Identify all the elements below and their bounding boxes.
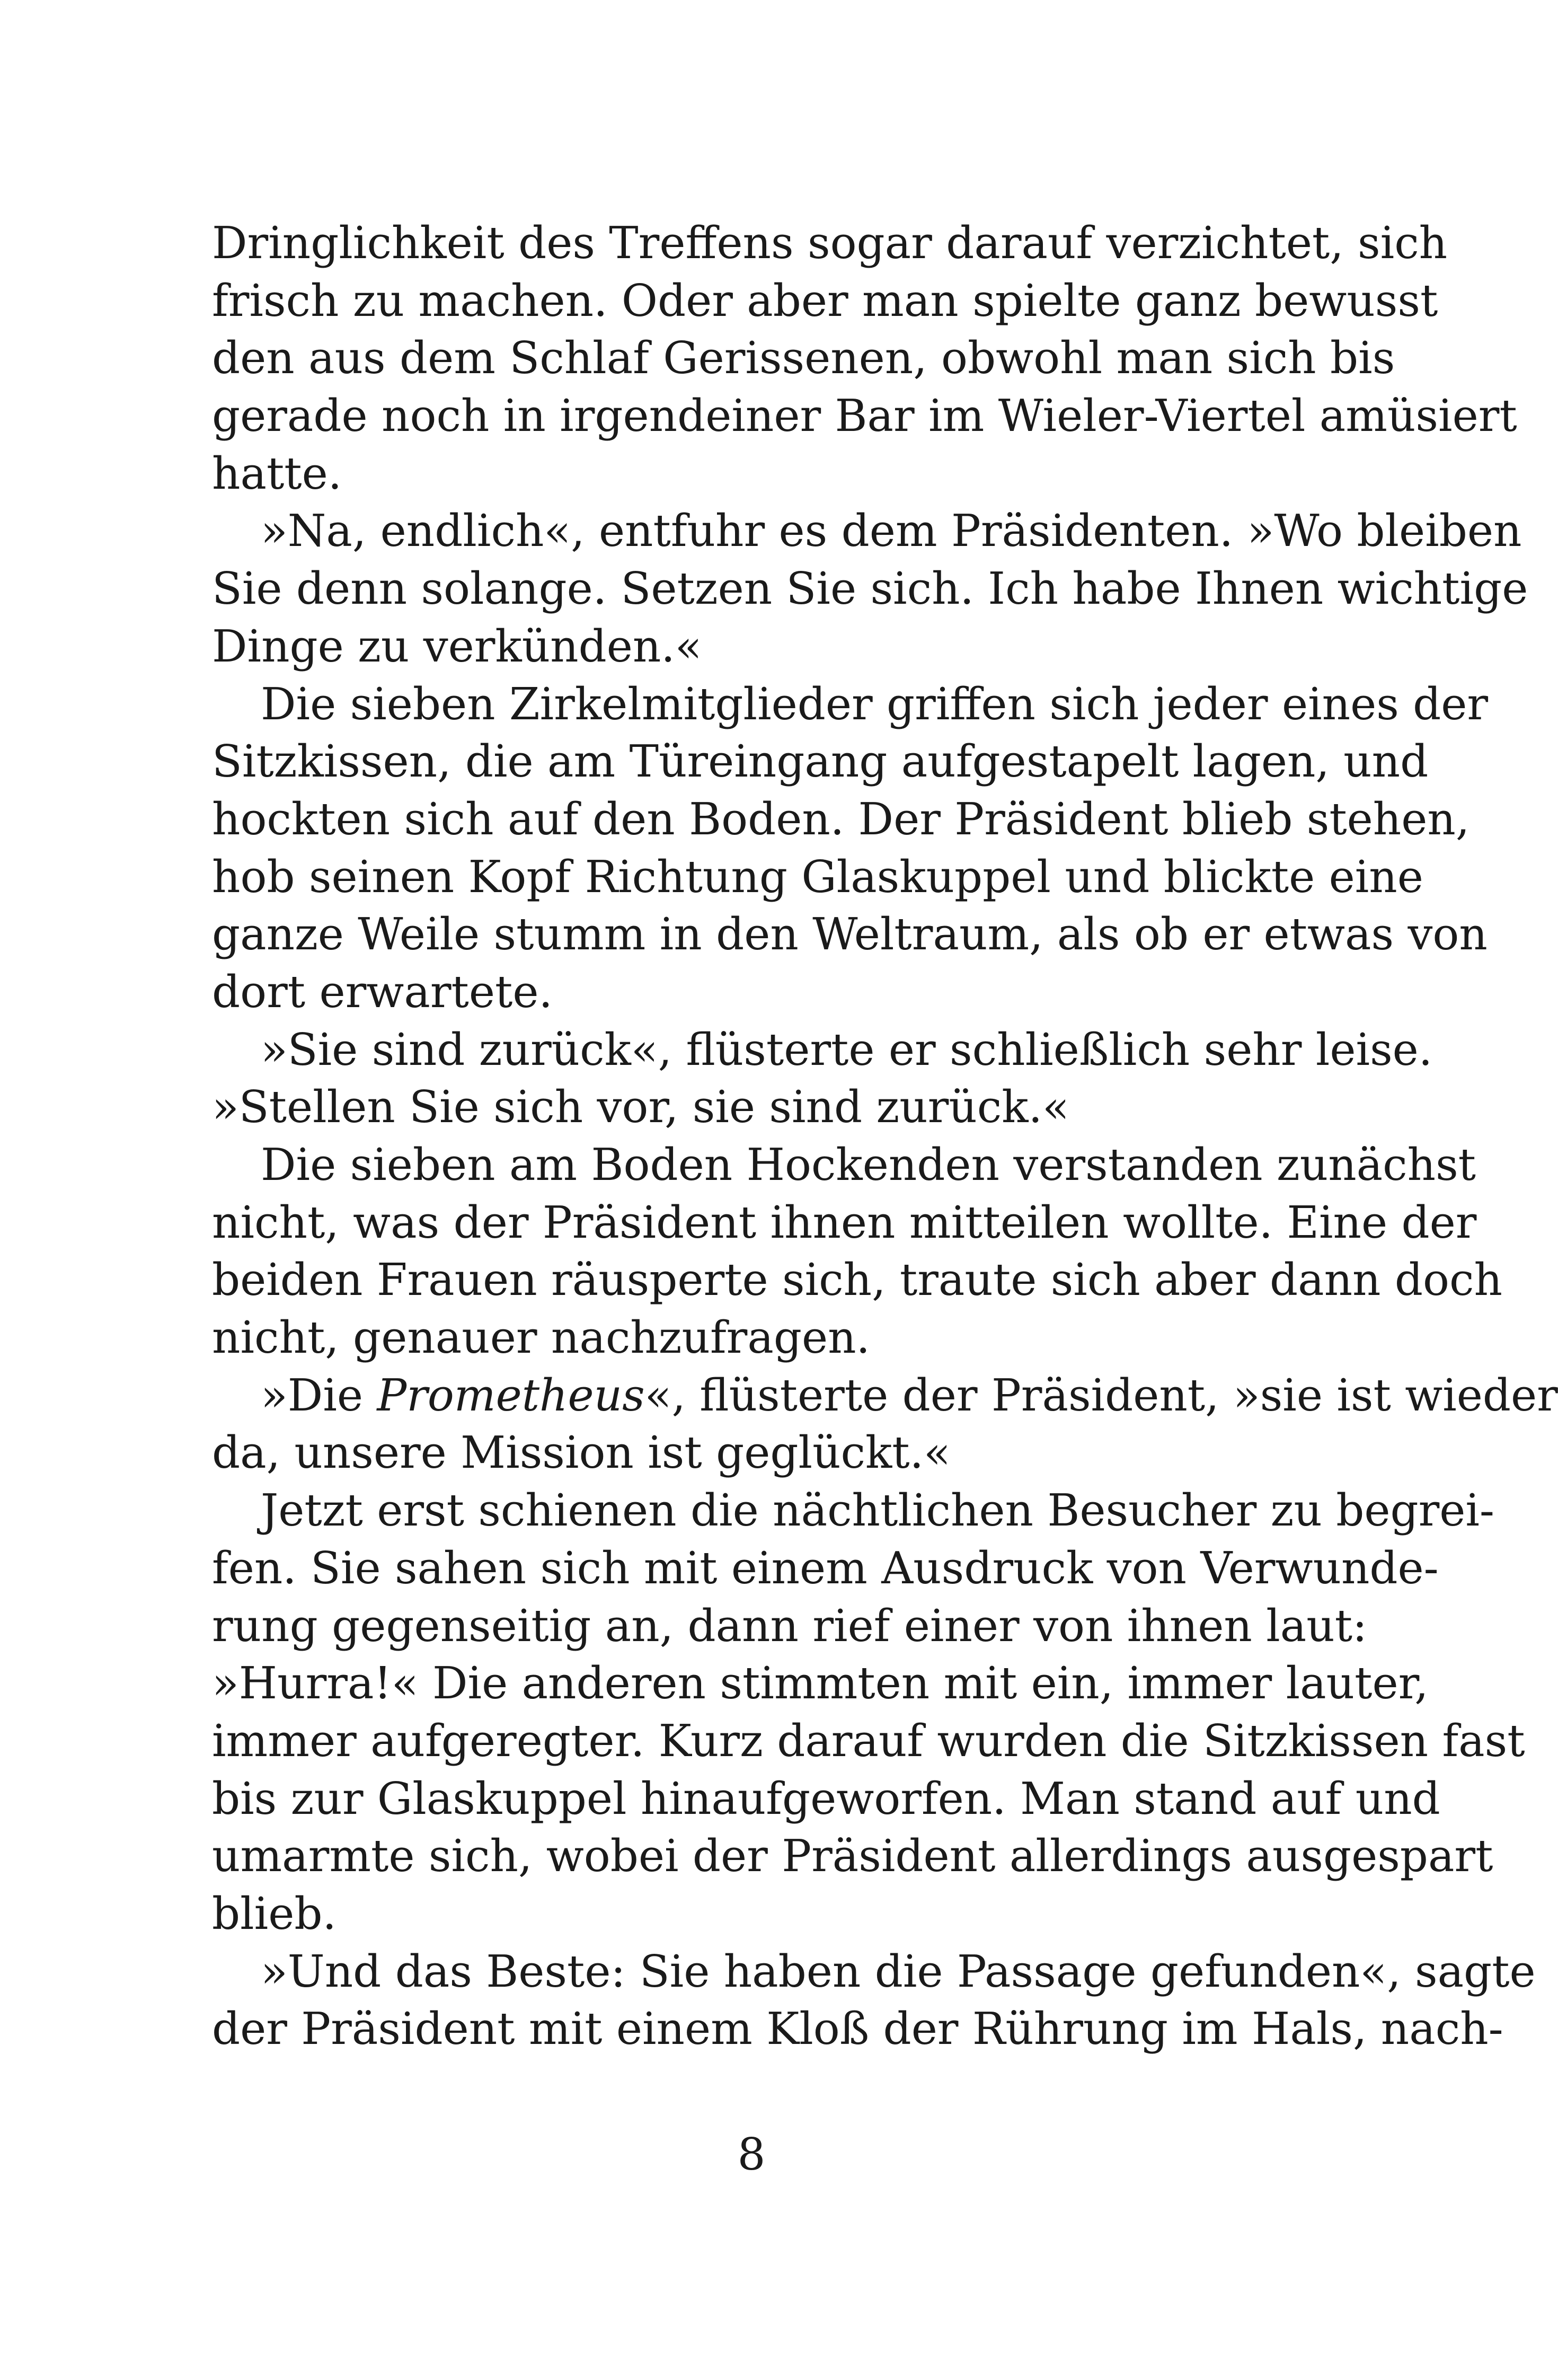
paragraph-p4 [212,1021,1433,1136]
text-line: nicht, genauer nachzufragen. [212,1312,870,1364]
text-line: »Und das Beste: Sie haben die Passage gefunden«, sagte [261,1945,1536,1997]
text-line: frisch zu machen. Oder aber man spielte ganz bewusst [212,275,1438,327]
text-line: Jetzt erst schienen die nächtlichen Besucher zu begrei- [261,1485,1494,1537]
text-line: blieb. [212,1888,337,1940]
paragraph-p6 [212,1367,1558,1482]
italic-ship-name: Prometheus [377,1369,645,1421]
text-line: nicht, was der Präsident ihnen mitteilen wollte. Eine der [212,1196,1477,1248]
text-line: dort erwartete. [212,966,553,1018]
text-run: »Die [261,1369,377,1421]
text-line: bis zur Glaskuppel hinaufgeworfen. Man stand auf und [212,1773,1440,1824]
text-line: fen. Sie sahen sich mit einem Ausdruck von Verwunde- [212,1542,1439,1594]
paragraph-p8 [212,1943,1536,2058]
text-line: Die sieben Zirkelmitglieder griffen sich jeder eines der [261,678,1489,730]
text-line: hob seinen Kopf Richtung Glaskuppel und blickte eine [212,851,1423,903]
text-line: da, unsere Mission ist geglückt.« [212,1427,951,1479]
text-line: umarmte sich, wobei der Präsident allerdings ausgespart [212,1830,1493,1882]
text-line: ganze Weile stumm in den Weltraum, als ob er etwas von [212,909,1488,960]
text-line: Dinge zu verkünden.« [212,620,702,672]
text-line: beiden Frauen räusperte sich, traute sich aber dann doch [212,1254,1502,1306]
paragraph-p1 [212,215,1517,503]
text-line: immer aufgeregter. Kurz darauf wurden die Sitzkissen fast [212,1715,1525,1767]
text-line: rung gegenseitig an, dann rief einer von ihnen laut: [212,1600,1368,1652]
text-line: »Hurra!« Die anderen stimmten mit ein, immer lauter, [212,1658,1429,1709]
paragraph-p5 [212,1136,1502,1367]
text-line: »Na, endlich«, entfuhr es dem Präsidenten. »Wo bleiben [261,505,1522,557]
text-line: der Präsident mit einem Kloß der Rührung im Hals, nach- [212,2003,1503,2055]
text-line [212,1367,1558,1425]
page-number: 8 [737,2129,766,2180]
text-line: »Stellen Sie sich vor, sie sind zurück.« [212,1081,1069,1133]
text-line: den aus dem Schlaf Gerissenen, obwohl man sich bis [212,332,1395,384]
text-line: Die sieben am Boden Hockenden verstanden zunächst [261,1139,1476,1191]
paragraph-p2 [212,503,1528,675]
text-line: gerade noch in irgendeiner Bar im Wieler-Viertel amüsiert [212,390,1517,442]
paragraph-p7 [212,1482,1525,1943]
text-run: «, flüsterte der Präsident, »sie ist wieder [644,1369,1558,1421]
text-line: Sie denn solange. Setzen Sie sich. Ich habe Ihnen wichtige [212,563,1528,615]
text-line: hatte. [212,447,342,499]
text-line: Sitzkissen, die am Türeingang aufgestapelt lagen, und [212,736,1429,788]
text-line: »Sie sind zurück«, flüsterte er schließlich sehr leise. [261,1024,1433,1076]
text-line: Dringlichkeit des Treffens sogar darauf verzichtet, sich [212,217,1448,269]
body-text [212,215,1558,2058]
text-line: hockten sich auf den Boden. Der Präsident blieb stehen, [212,793,1470,845]
paragraph-p3 [212,676,1489,1021]
